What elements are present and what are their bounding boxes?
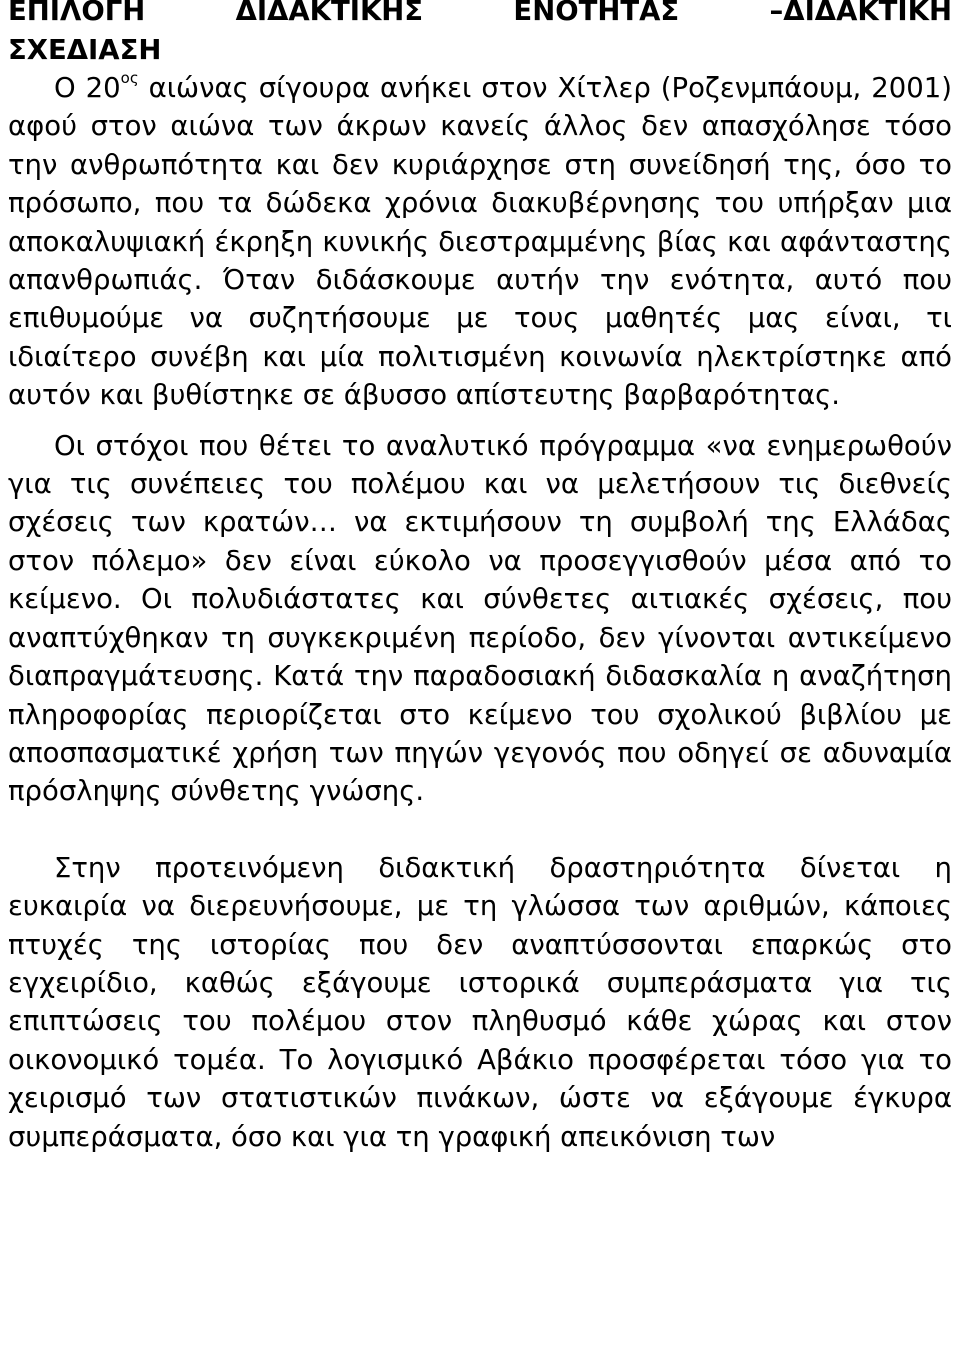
document-page (8, 0, 952, 1156)
heading-line-1: ΕΠΙΛΟΓΗ ΔΙΔΑΚΤΙΚΗΣ ΕΝΟΤΗΤΑΣ –ΔΙΔΑΚΤΙΚΗ (8, 0, 952, 27)
paragraph-3: Στην προτεινόμενη διδακτική δραστηριότητα δίνεται η ευκαιρία να διερευνήσουμε, με τη γλώσσα των αριθμών, κάποιες πτυχές της ιστορίας που δεν αναπτύσσονται επαρκώς στο εγχειρίδιο, καθώς εξάγουμε ιστορικά συμπεράσματα για τις επιπτώσεις του πολέμου στον πληθυσμό κάθε χώρας και στον οικονομικό τομέα. Το λογισμικό Αβάκιο προσφέρεται τόσο για το χειρισμό των στατιστικών πινάκων, ώστε να εξάγουμε έγκυρα συμπεράσματα, όσο και για τη γραφική απεικόνιση των (8, 851, 952, 1153)
paragraph-2: Οι στόχοι που θέτει το αναλυτικό πρόγραμμα «να ενημερωθούν για τις συνέπειες του πολέμου και να μελετήσουν τις διεθνείς σχέσεις των κρατών… να εκτιμήσουν τη συμβολή της Ελλάδας στον πόλεμο» δεν είναι εύκολο να προσεγγισθούν μέσα από το κείμενο. Οι πολυδιάστατες και σύνθετες αιτιακές σχέσεις, που αναπτύχθηκαν τη συγκεκριμένη περίοδο, δεν γίνονται αντικείμενο διαπραγμάτευσης. Κατά την παραδοσιακή διδασκαλία η αναζήτηση πληροφορίας περιορίζεται στο κείμενο του σχολικού βιβλίου με αποσπασματικέ χρήση των πηγών γεγονός που οδηγεί σε αδυναμία πρόσληψης σύνθετης γνώσης. (8, 429, 952, 808)
paragraph-1-start: Ο 20 (54, 72, 121, 104)
section-heading (8, 0, 952, 69)
paragraph-1-superscript: ος (120, 69, 139, 87)
heading-line-2: ΣΧΕΔΙΑΣΗ (8, 33, 162, 66)
paragraph-1 (8, 69, 952, 415)
paragraph-1-rest: αιώνας σίγουρα ανήκει στον Χίτλερ (Ροζενμπάουμ, 2001) αφού στον αιώνα των άκρων κανείς άλλος δεν απασχόλησε τόσο την ανθρωπότητα και δεν κυριάρχησε στη συνείδησή της, όσο το πρόσωπο, που τα δώδεκα χρόνια διακυβέρνησης του υπήρξαν μια αποκαλυψιακή έκρηξη κυνικής διεστραμμένης βίας και αφάνταστης απανθρωπιάς. Όταν διδάσκουμε αυτήν την ενότητα, αυτό που επιθυμούμε να συζητήσουμε με τους μαθητές μας είναι, τι ιδιαίτερο συνέβη και μία πολιτισμένη κοινωνία ηλεκτρίστηκε από αυτόν και βυθίστηκε σε άβυσσο απίστευτης βαρβαρότητας. (8, 72, 952, 412)
